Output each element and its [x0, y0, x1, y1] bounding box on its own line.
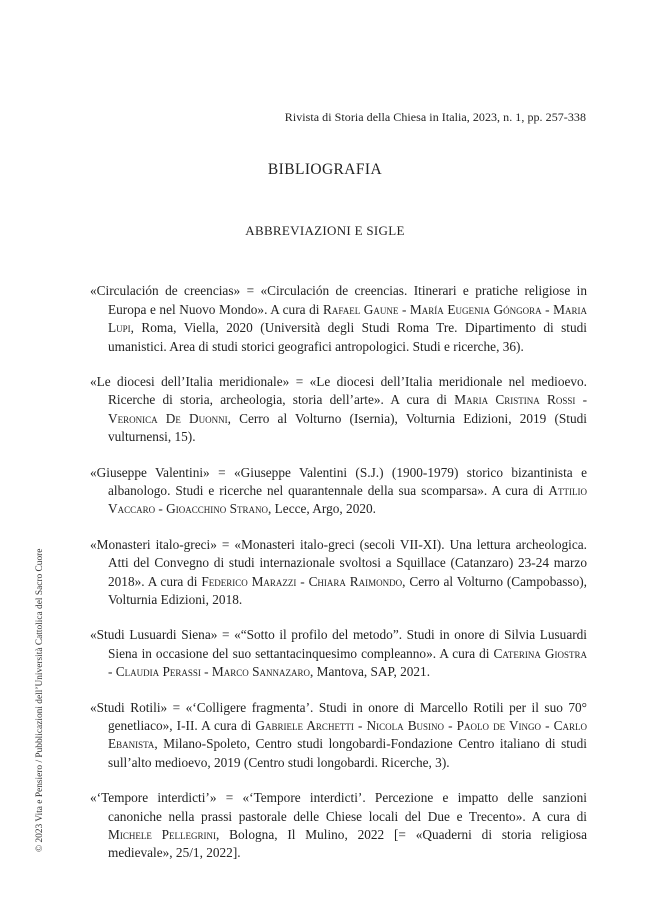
entry-publication: , Cerro al Volturno (Isernia), Volturnia Edizioni, 2019 (Studi vulturnensi, 15).: [108, 410, 587, 445]
abbreviation-entry: [90, 699, 587, 773]
entry-editors: Federico Marazzi - Chiara Raimondo: [201, 573, 403, 589]
section-title: ABBREVIAZIONI E SIGLE: [245, 223, 405, 238]
abbreviation-entry: [90, 282, 587, 356]
page-title: BIBLIOGRAFIA: [267, 161, 383, 178]
entry-key: «Le diocesi dell’Italia meridionale»: [90, 373, 290, 389]
entry-key: «Studi Rotili»: [90, 699, 168, 715]
abbreviation-entry: [90, 536, 587, 610]
entry-editors: Michele Pellegrini: [108, 827, 217, 843]
entry-description: = «“Sotto il profilo del metodo”. Studi in onore di Silvia Lusuardi Siena in occasione del suo settantacinquesimo compleanno». A cura di: [108, 627, 587, 661]
entry-description: = «Le diocesi dell’Italia meridionale nel medioevo. Ricerche di storia, archeologia, storia dell’arte». A cura di: [108, 373, 587, 408]
abbreviations-list: [90, 269, 587, 880]
entry-key: «‘Tempore interdicti’»: [90, 790, 217, 806]
entry-publication: , Milano-Spoleto, Centro studi longobardi-Fondazione Centro italiano di studi sull’alto medioevo, 2019 (Centro studi longobardi. Ricerche, 3).: [108, 736, 587, 770]
entry-editors: Attilio Vaccaro - Gioacchino Strano: [108, 482, 587, 517]
entry-editors: Caterina Giostra - Claudia Perassi - Marco Sannazaro: [108, 645, 587, 680]
entry-key: «Circulación de creencias»: [90, 283, 241, 299]
abbreviation-entry: [90, 464, 587, 519]
copyright-side-note: © 2023 Vita e Pensiero / Pubblicazioni dell’Università Cattolica del Sacro Cuore: [35, 548, 45, 852]
abbreviation-entry: [90, 626, 587, 681]
entry-description: = «‘Colligere fragmenta’. Studi in onore di Marcello Rotili per il suo 70° genetliaco», I-II. A cura di: [108, 699, 588, 734]
entry-publication: , Cerro al Volturno (Campobasso), Volturnia Edizioni, 2018.: [108, 573, 587, 607]
abbreviation-entry: [90, 373, 587, 447]
entry-editors: Maria Cristina Rossi - Veronica De Duonni: [108, 392, 588, 426]
entry-editors: Rafael Gaune - María Eugenia Góngora - Maria Lupi: [108, 301, 587, 336]
entry-description: = «Monasteri italo-greci (secoli VII-XI). Una lettura archeologica. Atti del Convegno di studi internazionale svoltosi a Squillace (Catanzaro) 23-24 marzo 2018». A cura di: [108, 536, 587, 589]
entry-key: «Monasteri italo-greci»: [90, 536, 217, 552]
entry-publication: , Mantova, SAP, 2021.: [309, 664, 431, 680]
entry-publication: , Bologna, Il Mulino, 2022 [= «Quaderni di storia religiosa medievale», 25/1, 2022].: [108, 827, 587, 861]
entry-key: «Giuseppe Valentini»: [90, 464, 210, 480]
abbreviation-entry: [90, 789, 587, 863]
entry-key: «Studi Lusuardi Siena»: [90, 627, 218, 643]
entry-editors: Gabriele Archetti - Nicola Busino - Paolo de Vingo - Carlo Ebanista: [108, 718, 587, 752]
entry-description: = «‘Tempore interdicti’. Percezione e impatto delle sanzioni canoniche nella prassi pastorale delle Chiese locali del Due e Trecento». A cura di: [108, 790, 587, 824]
entry-publication: , Lecce, Argo, 2020.: [268, 501, 376, 517]
entry-description: = «Giuseppe Valentini (S.J.) (1900-1979) storico bizantinista e albanologo. Studi e ricerche nel quarantennale della sua scomparsa». A cura di: [108, 464, 587, 498]
running-head: Rivista di Storia della Chiesa in Italia, 2023, n. 1, pp. 257-338: [284, 110, 586, 124]
entry-publication: , Roma, Viella, 2020 (Università degli Studi Roma Tre. Dipartimento di studi umanistici. Area di studi storici geografici antropologici. Studi e ricerche, 36).: [108, 320, 587, 354]
entry-description: = «Circulación de creencias. Itinerari e pratiche religiose in Europa e nel Nuovo Mondo». A cura di: [108, 283, 588, 317]
